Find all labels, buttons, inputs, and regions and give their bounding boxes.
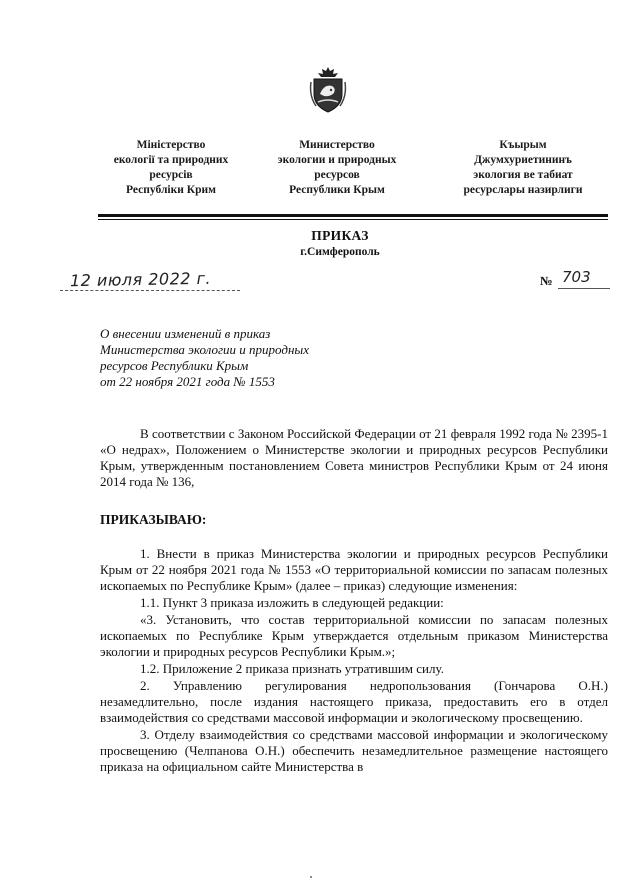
preamble-paragraph: В соответствии с Законом Российской Федерации от 21 февраля 1992 года № 2395-1 «О недрах», Положением о Министерстве экологии и природных ресурсов Республики Крым, утвержденным постановлением Совета министров Республики Крым от 24 июня 2014 года № 136, [100,426,608,489]
handwritten-number: 703 [562,268,591,286]
ministry-name-russian: Министерство экологии и природных ресурсов Республики Крым [277,139,397,196]
header-divider-thick [98,214,608,217]
order-subject: О внесении изменений в приказ Министерства экологии и природных ресурсов Республики Крым от 22 ноября 2021 года № 1553 [100,326,309,389]
crimea-coat-of-arms-icon [308,66,348,114]
order-items [100,546,608,776]
ministry-name-ukrainian: Міністерство екології та природних ресурсів Республіки Крим [113,139,229,196]
order-item: 1.1. Пункт 3 приказа изложить в следующей редакции: [140,595,444,610]
order-item: 2. Управлению регулирования недропользования (Гончарова О.Н.) незамедлительно, после издания настоящего приказа, предоставить его в отдел взаимодействия со средствами массовой информации и экологическому просвещению. [100,678,608,725]
order-item: «3. Установить, что состав территориальной комиссии по запасам полезных ископаемых по Республике Крым утверждается отдельным приказом Министерства экологии и природных ресурсов Республики Крым.»; [100,612,608,659]
number-label: № [540,274,553,288]
order-item: 3. Отделу взаимодействия со средствами массовой информации и экологическому просвещению (Челпанова О.Н.) обеспечить незамедлительное размещение настоящего приказа на официальном сайте Министерства в [100,727,608,774]
number-underline [558,288,610,289]
handwritten-date: 12 июля 2022 г. [69,268,212,291]
order-heading: ПРИКАЗЫВАЮ: [100,512,207,527]
header-divider-thin [98,219,608,220]
document-city: г.Симферополь [300,246,380,258]
ministry-name-crimean-tatar: Къырым Джумхуриетининъ экология ве табиат ресурслары назирлиги [463,139,583,196]
scan-speck [310,876,312,878]
document-title: ПРИКАЗ [311,228,369,243]
date-underline [60,290,240,291]
order-item: 1.2. Приложение 2 приказа признать утратившим силу. [140,661,444,676]
order-item: 1. Внести в приказ Министерства экологии и природных ресурсов Республики Крым от 22 ноября 2021 года № 1553 «О территориальной комиссии по запасам полезных ископаемых по Республике Крым» (далее – приказ) следующие изменения: [100,546,608,593]
